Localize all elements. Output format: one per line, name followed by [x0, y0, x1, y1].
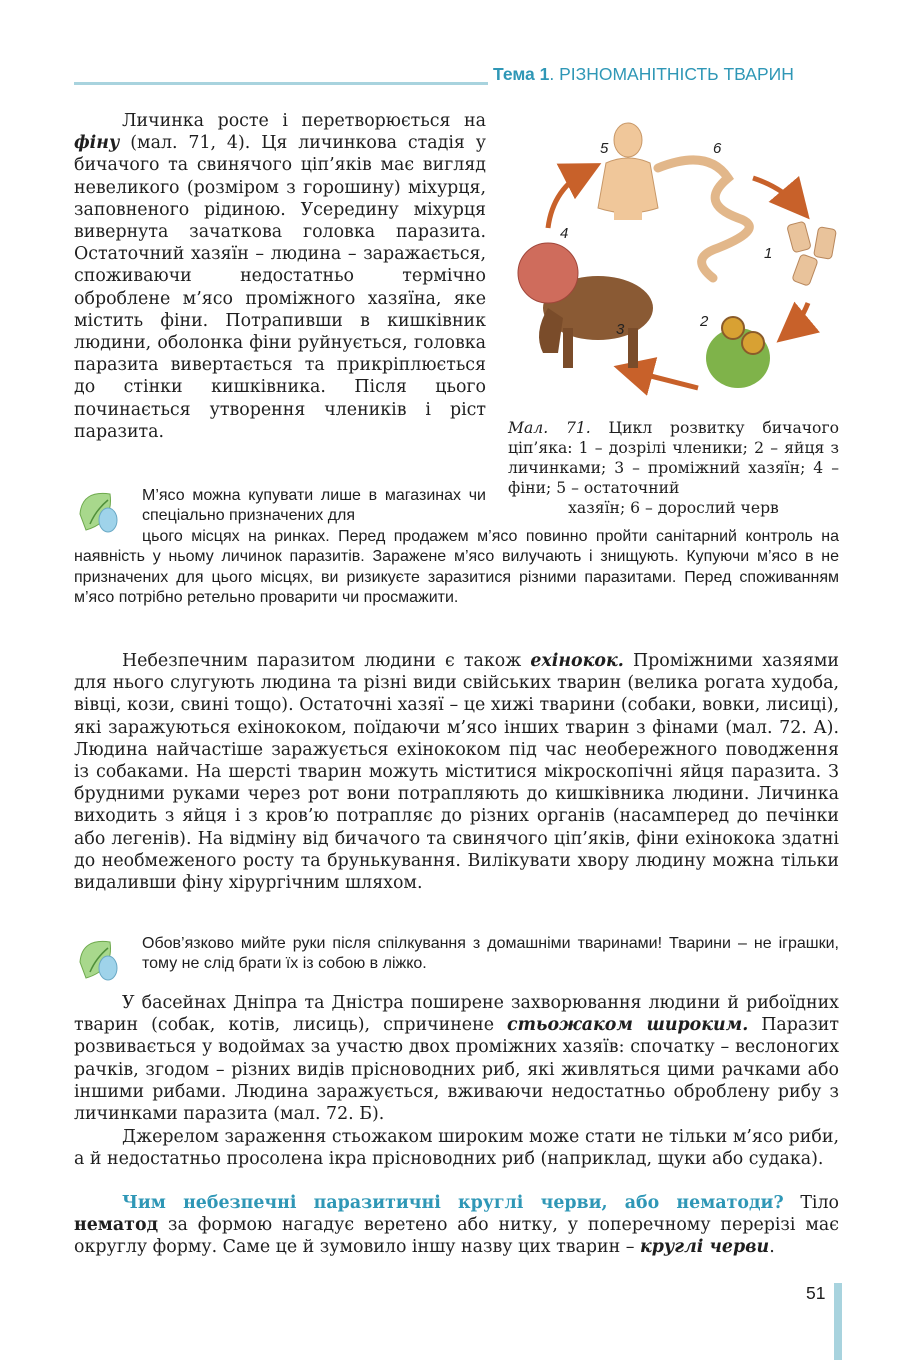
mature-segments-illustration	[787, 221, 837, 286]
figure-label-4: 4	[560, 225, 569, 242]
tip-meat-control: цього місцях на ринках. Перед продажем м’ясо повинно пройти санітарний контроль на наявність у ньому личинок паразитів. Заражене м’ясо вилучають і знищують. Купуючи м’ясо в не призначених для цього місцях, ви ризикуєте заразитися різними паразитами. Перед споживанням м’ясо потрібно ретельно проварити чи просмажити.	[74, 528, 839, 606]
cycle-arrow	[788, 303, 808, 333]
adult-worm-illustration	[658, 160, 749, 278]
tip-wash-hands: Обов’язково мийте руки після спілкування з домашніми тваринами! Тварини – не іграшки, тому не слід брати їх із собою в ліжко.	[142, 935, 839, 973]
text-run: Тіло	[783, 1193, 839, 1213]
plant-leaf-icon	[74, 932, 128, 986]
figure-caption	[508, 418, 839, 518]
caption-last-line: хазяїн; 6 – дорослий черв	[568, 499, 779, 517]
cycle-arrow	[753, 178, 800, 208]
cyst-finna-illustration	[518, 243, 578, 303]
header-rule	[74, 82, 488, 85]
term-echinococcus: ехінокок.	[530, 651, 624, 671]
figure-number: Мал. 71.	[508, 419, 591, 437]
figure-label-6: 6	[713, 140, 722, 157]
paragraph-echinococcus	[74, 650, 839, 894]
figure-label-1: 1	[764, 245, 773, 262]
paragraph-broad-tapeworm	[74, 992, 839, 1125]
page-number: 51	[806, 1283, 826, 1303]
text-run: Проміжними хазяями для нього слугують людина та різні види свійських тварин (велика рогата худоба, вівці, кози, свині тощо). Остаточні хазяї – це хижі тварини (собаки, вовки, лисиці), які заражуються ехінококом, поїдаючи м’ясо інших тварин з фінами (мал. 72. А). Людина найчастіше заражується ехінококом під час необережного поводження із собаками. На шерсті тварин можуть міститися мікроскопічні яйця паразита. З брудними руками через рот вони потрапляють до кишківника людини. Личинка виходить з яйця і з кров’ю потрапляє до різних органів (насамперед до печінки або легенів). На відміну від бичачого та свинячого ціп’яків, фіни ехінокока здатні до необмеженого росту та брунькування. Вилікувати хвору людину можна тільки видаливши фіну хірургічним шляхом.	[74, 651, 839, 894]
text-run: .	[769, 1237, 775, 1258]
cycle-arrow	[628, 370, 698, 388]
tip-meat-buying: М’ясо можна купувати лише в магазинах чи спеціально призначених для	[142, 487, 486, 525]
paragraph-fish-roe: Джерелом зараження стьожаком широким може стати не тільки м’ясо риби, а й недостатньо просолена ікра прісноводних риб (наприклад, щуки або судака).	[74, 1127, 839, 1170]
figure-label-2: 2	[700, 313, 709, 330]
section-question: Чим небезпечні паразитичні круглі черви, або нематоди?	[122, 1193, 784, 1213]
text-run: Небезпечним паразитом людини є також	[122, 651, 531, 671]
term-broad-tapeworm: стьожаком широким.	[506, 1015, 749, 1036]
paragraph-nematodes	[74, 1192, 839, 1259]
eggs-on-grass-illustration	[706, 317, 770, 388]
tapeworm-lifecycle-figure	[508, 108, 848, 418]
topic-title: . РІЗНОМАНІТНІСТЬ ТВАРИН	[549, 64, 794, 84]
cycle-arrow	[548, 170, 588, 228]
human-host-illustration	[598, 123, 658, 220]
term-finna: фіну	[74, 133, 120, 154]
text-run: Паразит розвивається у водоймах за участю двох проміжних хазяїв: спочатку – веслоногих рачків, згодом – різних видів прісноводних риб, які живляться цими рачками або іншими рибами. Людина заражується, вживаючи недостатньо оброблену рибу з личинками паразита (мал. 72. Б).	[74, 1015, 839, 1125]
text-run: Личинка росте і перетворюється на	[122, 111, 486, 131]
text-run: У басейнах Дніпра та Дністра поширене захворювання людини й рибоїдних тварин (собак, котів, лисиць), спричинене	[74, 993, 839, 1036]
page-edge-bar	[834, 1283, 842, 1360]
term-roundworms: круглі черви	[639, 1237, 770, 1258]
topic-label: Тема 1	[493, 64, 550, 84]
topic-header	[493, 64, 794, 85]
term-nematodes: нематод	[74, 1215, 159, 1236]
figure-label-3: 3	[616, 321, 625, 338]
figure-label-5: 5	[600, 140, 609, 157]
caption-text: Цикл розвитку бичачого ціп’яка: 1 – дозрілі членики; 2 – яйця з личинками; 3 – проміжний хазяїн; 4 – фіни; 5 – остаточний	[508, 419, 840, 497]
paragraph-larva	[74, 110, 486, 443]
text-run: за формою нагадує веретено або нитку, у поперечному перерізі має округлу форму. Саме це й зумовило іншу назву цих тварин –	[74, 1215, 839, 1258]
text-run: (мал. 71, 4). Ця личинкова стадія у бичачого та свинячого ціп’яків має вигляд невеликого (розміром з горошину) міхурця, заповненого рідиною. Усередину міхурця вивернута зачаткова головка паразита. Остаточний хазяїн – людина – заражається, споживаючи недостатньо термічно оброблене м’ясо проміжного хазяїна, яке містить фіни. Потрапивши в кишківник людини, оболонка фіни руйнується, головка паразита вивертається та прикріплюється до стінки кишківника. Після цього починається утворення члеників і ріст паразита.	[74, 133, 486, 442]
